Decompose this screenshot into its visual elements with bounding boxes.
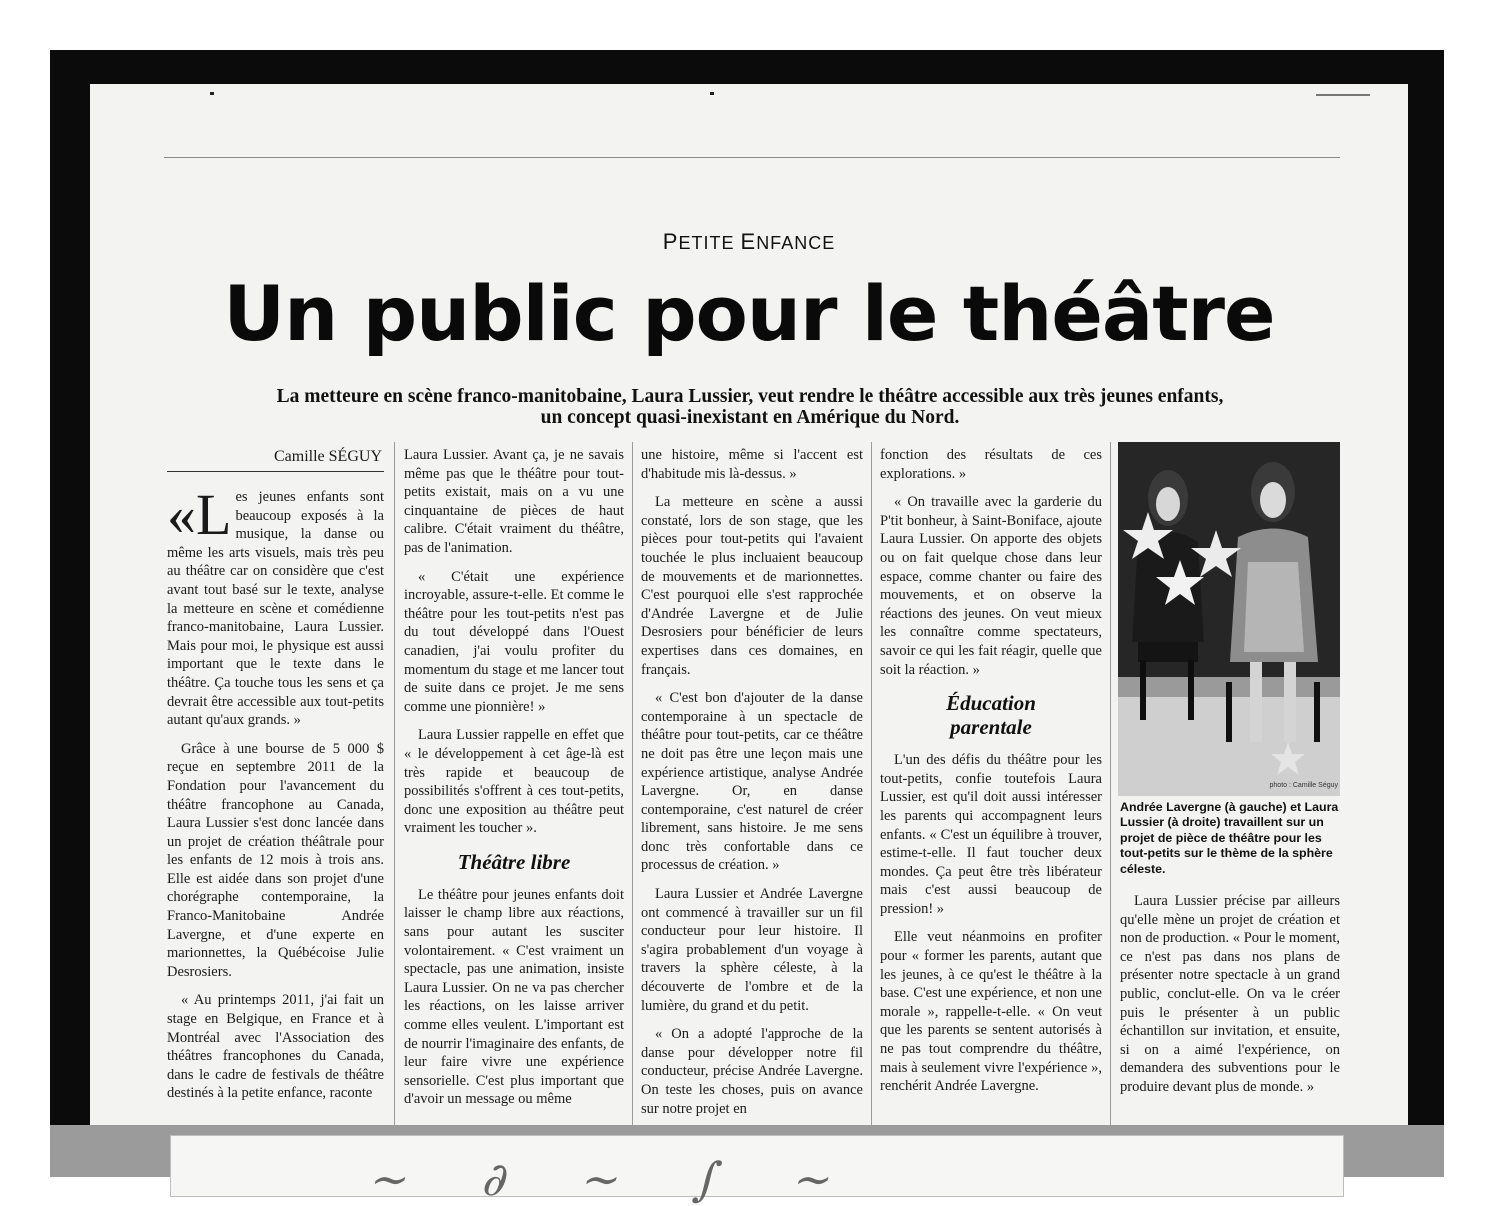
paragraph: une histoire, même si l'accent est d'habitude mis là-dessus. » [641,447,863,482]
subhead: Théâtre libre [457,849,571,874]
paragraph: Laura Lussier et Andrée Lavergne ont commencé à travailler sur un fil conducteur pour leur histoire. Il s'agira probablement d'un voyage à travers la sphère céleste, à la découverte de l'ombre et de la lumière, du grand et du petit. [641,886,863,1014]
scan-speck [210,92,214,95]
paragraph: Grâce à une bourse de 5 000 $ reçue en septembre 2011 de la Fondation pour l'avancement du théâtre francophone au Canada, Laura Lussier s'est donc lancée dans un projet de création théâtrale pour les enfants de 12 mois à trois ans. Elle est aidée dans son projet d'une chorégraphe contemporaine, la Franco-Manitobaine Andrée Lavergne, et d'une experte en marionnettes, la Québécoise Julie Desrosiers. [167,740,384,980]
paragraph: « C'était une expérience incroyable, assure-t-elle. Et comme le théâtre pour les tout-petits n'est pas du tout développé dans l'Ouest canadien, j'ai voulu profiter du momentum du stage et me lancer tout de suite dans ce projet. Je me sens comme une pionnière! » [404,568,624,715]
subhead: Éducation parentale [946,691,1036,740]
paragraph: Laura Lussier précise par ailleurs qu'elle mène un projet de création et non de production. « Pour le moment, ce n'est pas dans nos plans de présenter notre spectacle à un grand public, conclut-elle. On va le créer puis le présenter à un public échantillon sur invitation, et ensuite, si on a aimé l'expérience, on demandera des subventions pour le produire devant plus de monde. » [1120,893,1340,1095]
corner-rule [1316,94,1370,96]
newspaper-clipping [90,84,1408,1177]
column-divider [871,442,872,1172]
column-5 [1120,892,1340,1097]
column-3 [641,446,863,1128]
photo-illustration [1118,442,1340,796]
paragraph: L'un des défis du théâtre pour les tout-petits, confie toutefois Laura Lussier, est qu'il doit aussi intéresser les parents qui accompagnent leurs enfants. « C'est un équilibre à trouver, estime-t-elle. Il faut toucher deux mondes. Ça peut être très libérateur mais c'est aussi beaucoup de pression! » [880,752,1102,917]
paragraph: « On a adopté l'approche de la danse pour développer notre fil conducteur, précise Andrée Lavergne. On teste les choses, puis on avance sur notre projet en [641,1026,863,1117]
paragraph: La metteure en scène a aussi constaté, lors de son stage, que les pièces pour tout-petits qui l'avaient touchée le plus incluaient beaucoup de mouvements et de marionnettes. C'est pourquoi elle s'est rapprochée d'Andrée Lavergne et de Julie Desrosiers pour bénéficier de leurs expertises dans ces domaines, en français. [641,494,863,678]
paragraph: fonction des résultats de ces explorations. » [880,447,1102,482]
column-divider [632,442,633,1172]
column-2 [404,446,624,1119]
byline-rule [167,471,384,472]
column-4 [880,446,1102,1106]
headline: Un public pour le théâtre [223,269,1275,358]
section-kicker: PETITE ENFANCE [662,229,836,254]
handwritten-slip [170,1135,1344,1206]
column-divider [394,442,395,1172]
paragraph: « Au printemps 2011, j'ai fait un stage en Belgique, en France et à Montréal avec l'Association des théâtres francophones du Canada, dans le cadre de festivals de théâtre destinés à la petite enfance, raconte [167,992,384,1102]
paragraph: Le théâtre pour jeunes enfants doit laisser le champ libre aux réactions, sans pour autant les susciter volontairement. « C'est vraiment un spectacle, pas une animation, insiste Laura Lussier. On ne va pas chercher les réactions, on les laisse arriver comme elles veulent. L'important est de nourrir l'imaginaire des enfants, de leur faire vivre une expérience sensorielle. C'est plus important que d'avoir un message ou même [404,886,624,1108]
scan-speck [710,92,714,95]
paragraph: Elle veut néanmoins en profiter pour « former les parents, autant que les jeunes, à ce qu'est le théâtre à la base. C'est une expérience, et non une morale », rappelle-t-elle. « On veut que les parents se sentent autorisés à ne pas tout comprendre du théâtre, mais à seulement vivre l'expérience », renchérit Andrée Lavergne. [880,929,1102,1095]
article-photo [1118,442,1340,796]
handwriting-scribble: ~ ∂ ~ ∫ ~ [365,1152,869,1206]
paragraph: Laura Lussier. Avant ça, je ne savais même pas que le théâtre pour tout-petits existait, mais on a vu une cinquantaine de pièces de haut calibre. C'était vraiment du théâtre, pas de l'animation. [404,447,624,556]
photo-credit: photo : Camille Séguy [1269,782,1338,789]
column-divider [1110,442,1111,1172]
paragraph: « C'est bon d'ajouter de la danse contemporaine à un spectacle de théâtre pour tout-petits, car ce théâtre ne doit pas être une leçon mais une expérience artistique, analyse Andrée Lavergne. Or, en danse contemporaine, c'est naturel de créer librement, sans histoire. Je me sens donc très confortable dans ce processus de création. » [641,690,863,874]
paragraph: « On travaille avec la garderie du P'tit bonheur, à Saint-Boniface, ajoute Laura Lussier. On apporte des objets ou on fait quelque chose dans leur espace, comme chanter ou faire des mouvements, et on observe la réactions des jeunes. On veut mieux les connaître comme spectateurs, savoir ce qui les fait réagir, quelle que soit la réaction. » [880,494,1102,678]
photo-caption: Andrée Lavergne (à gauche) et Laura Lussier (à droite) travaillent sur un projet de pièce de théâtre pour les tout-petits sur le thème de la sphère céleste. [1120,800,1339,876]
paragraph: «Les jeunes enfants sont beaucoup exposés à la musique, la danse ou même les arts visuels, mais très peu au théâtre car on considère que c'est avant tout basé sur le texte, analyse la metteure en scène et comédienne franco-manitobaine, Laura Lussier. Mais pour moi, le physique est aussi important que le texte dans le théâtre. Ça touche tous les sens et ça devrait être accessible aux tout-petits autant qu'aux grands. » [167,482,384,729]
paragraph: Laura Lussier rappelle en effet que « le développement à cet âge-là est très rapide et beaucoup de possibilités s'offrent à ces tout-petits, donc une exposition au théâtre peut vraiment les toucher ». [404,727,624,837]
deck-line-2: un concept quasi-inexistant en Amérique du Nord. [540,407,960,428]
scanned-page [50,50,1444,1206]
deck [250,386,1250,428]
top-rule [164,157,1340,158]
column-1 [167,446,384,1113]
byline: Camille SÉGUY [274,448,382,465]
deck-line-1: La metteure en scène franco-manitobaine, Laura Lussier, veut rendre le théâtre accessible aux très jeunes enfants, [276,386,1224,407]
drop-cap: «L [167,482,232,547]
